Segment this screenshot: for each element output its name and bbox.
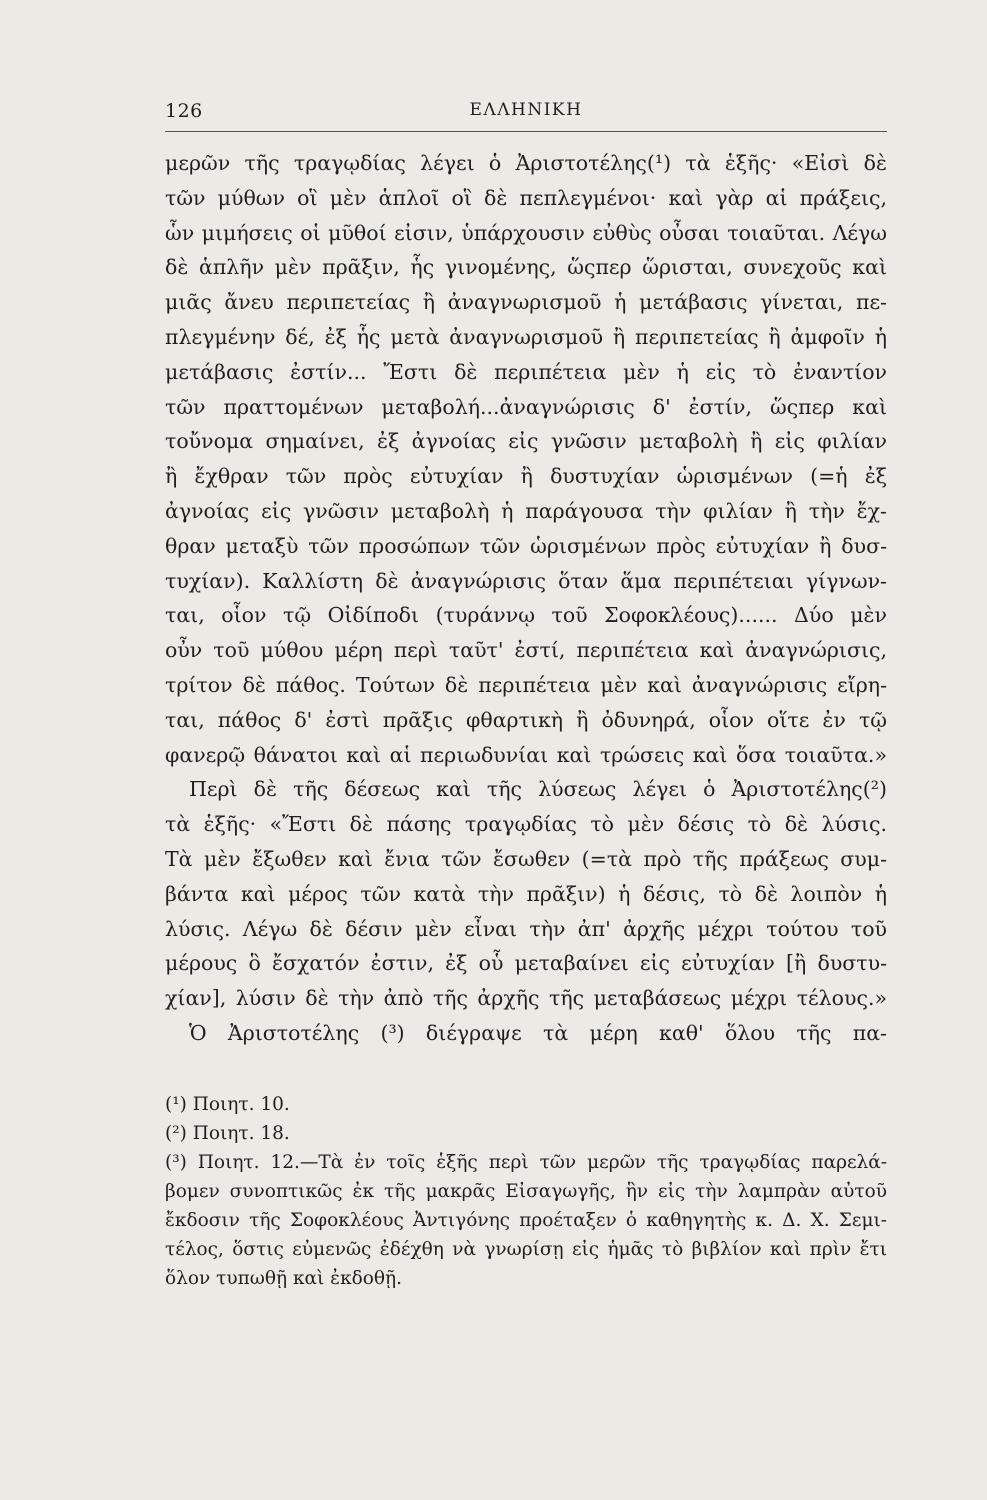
running-title: ΕΛΛΗΝΙΚΗ bbox=[469, 100, 583, 120]
body-line: χίαν], λύσιν δὲ τὴν ἀπὸ τῆς ἀρχῆς τῆς μεταβάσεως μέχρι τέλους.» bbox=[165, 986, 887, 1011]
body-line: τὰ ἑξῆς· «Ἔστι δὲ πάσης τραγῳδίας τὸ μὲν δέσις τὸ δὲ λύσις. bbox=[165, 812, 887, 837]
body-line: οὖν τοῦ μύθου μέρη περὶ ταῦτ' ἐστί, περιπέτεια καὶ ἀναγνώρισις, bbox=[165, 638, 887, 663]
body-line: τῶν μύθων οἳ μὲν ἁπλοῖ οἳ δὲ πεπλεγμένοι· καὶ γὰρ αἱ πράξεις, bbox=[165, 185, 887, 210]
body-line: τοὔνομα σημαίνει, ἐξ ἀγνοίας εἰς γνῶσιν μεταβολὴ ἢ εἰς φιλίαν bbox=[165, 429, 887, 454]
body-line: ται, οἷον τῷ Οἰδίποδι (τυράννῳ τοῦ Σοφοκλέους)...... Δύο μὲν bbox=[165, 603, 887, 628]
body-line: ἀγνοίας εἰς γνῶσιν μεταβολὴ ἡ παράγουσα τὴν φιλίαν ἢ τὴν ἔχ- bbox=[165, 498, 887, 523]
body-line: τρίτον δὲ πάθος. Τούτων δὲ περιπέτεια μὲν καὶ ἀναγνώρισις εἴρη- bbox=[165, 672, 887, 697]
footnote-3: (³) Ποιητ. 12.—Τὰ ἐν τοῖς ἑξῆς περὶ τῶν μερῶν τῆς τραγῳδίας παρελά- bbox=[165, 1152, 887, 1173]
body-line: ἢ ἔχθραν τῶν πρὸς εὐτυχίαν ἢ δυστυχίαν ὡρισμένων (=ἡ ἐξ bbox=[165, 464, 887, 489]
body-line: Ὁ Ἀριστοτέλης (³) διέγραψε τὰ μέρη καθ' ὅλου τῆς πα- bbox=[189, 1020, 887, 1045]
footnote-3-line: βομεν συνοπτικῶς ἐκ τῆς μακρᾶς Εἰσαγωγῆς, ἣν εἰς τὴν λαμπρὰν αὐτοῦ bbox=[165, 1181, 887, 1202]
footnote-1: (¹) Ποιητ. 10. bbox=[165, 1094, 290, 1115]
body-line: βάντα καὶ μέρος τῶν κατὰ τὴν πρᾶξιν) ἡ δέσις, τὸ δὲ λοιπὸν ἡ bbox=[165, 881, 887, 906]
body-line: λύσις. Λέγω δὲ δέσιν μὲν εἶναι τὴν ἀπ' ἀρχῆς μέχρι τούτου τοῦ bbox=[165, 916, 887, 941]
footnote-3-line: τέλος, ὅστις εὐμενῶς ἐδέχθη νὰ γνωρίσῃ εἰς ἡμᾶς τὸ βιβλίον καὶ πρὶν ἔτι bbox=[165, 1239, 887, 1260]
body-line: ται, πάθος δ' ἐστὶ πρᾶξις φθαρτικὴ ἢ ὀδυνηρά, οἷον οἵτε ἐν τῷ bbox=[165, 707, 887, 732]
footnote-2: (²) Ποιητ. 18. bbox=[165, 1123, 290, 1144]
footnote-3-line: ἔκδοσιν τῆς Σοφοκλέους Ἀντιγόνης προέταξεν ὁ καθηγητὴς κ. Δ. Χ. Σεμι- bbox=[165, 1210, 887, 1231]
body-line: φανερῷ θάνατοι καὶ αἱ περιωδυνίαι καὶ τρώσεις καὶ ὅσα τοιαῦτα.» bbox=[165, 742, 887, 767]
body-line: ὧν μιμήσεις οἱ μῦθοί εἰσιν, ὑπάρχουσιν εὐθὺς οὖσαι τοιαῦται. Λέγω bbox=[165, 220, 887, 245]
body-line: μιᾶς ἄνευ περιπετείας ἢ ἀναγνωρισμοῦ ἡ μετάβασις γίνεται, πε- bbox=[165, 290, 887, 315]
body-line: μέρους ὃ ἔσχατόν ἐστιν, ἐξ οὗ μεταβαίνει εἰς εὐτυχίαν [ἢ δυστυ- bbox=[165, 951, 887, 976]
footnote-3-line: ὅλον τυπωθῇ καὶ ἐκδοθῇ. bbox=[165, 1268, 403, 1289]
page-number: 126 bbox=[165, 100, 203, 122]
body-line: δὲ ἁπλῆν μὲν πρᾶξιν, ἧς γινομένης, ὥςπερ ὥρισται, συνεχοῦς καὶ bbox=[165, 255, 887, 280]
body-line: Τὰ μὲν ἔξωθεν καὶ ἔνια τῶν ἔσωθεν (=τὰ πρὸ τῆς πράξεως συμ- bbox=[165, 846, 887, 871]
body-line: τυχίαν). Καλλίστη δὲ ἀναγνώρισις ὅταν ἅμα περιπέτειαι γίγνων- bbox=[165, 568, 887, 593]
body-line: τῶν πραττομένων μεταβολή...ἀναγνώρισις δ' ἐστίν, ὥςπερ καὶ bbox=[165, 394, 887, 419]
body-line: θραν μεταξὺ τῶν προσώπων τῶν ὡρισμένων πρὸς εὐτυχίαν ἢ δυσ- bbox=[165, 533, 887, 558]
body-line: πλεγμένην δέ, ἐξ ἧς μετὰ ἀναγνωρισμοῦ ἢ περιπετείας ἢ ἀμφοῖν ἡ bbox=[165, 324, 887, 349]
header-rule bbox=[165, 131, 887, 132]
footnotes bbox=[165, 1090, 887, 1293]
page-header bbox=[165, 100, 887, 128]
body-line: μερῶν τῆς τραγῳδίας λέγει ὁ Ἀριστοτέλης(¹) τὰ ἑξῆς· «Εἰσὶ δὲ bbox=[165, 151, 887, 175]
body-line: Περὶ δὲ τῆς δέσεως καὶ τῆς λύσεως λέγει ὁ Ἀριστοτέλης(²) bbox=[189, 777, 887, 802]
body-text bbox=[165, 146, 887, 1051]
body-line: μετάβασις ἐστίν... Ἔστι δὲ περιπέτεια μὲν ἡ εἰς τὸ ἐναντίον bbox=[165, 359, 887, 384]
